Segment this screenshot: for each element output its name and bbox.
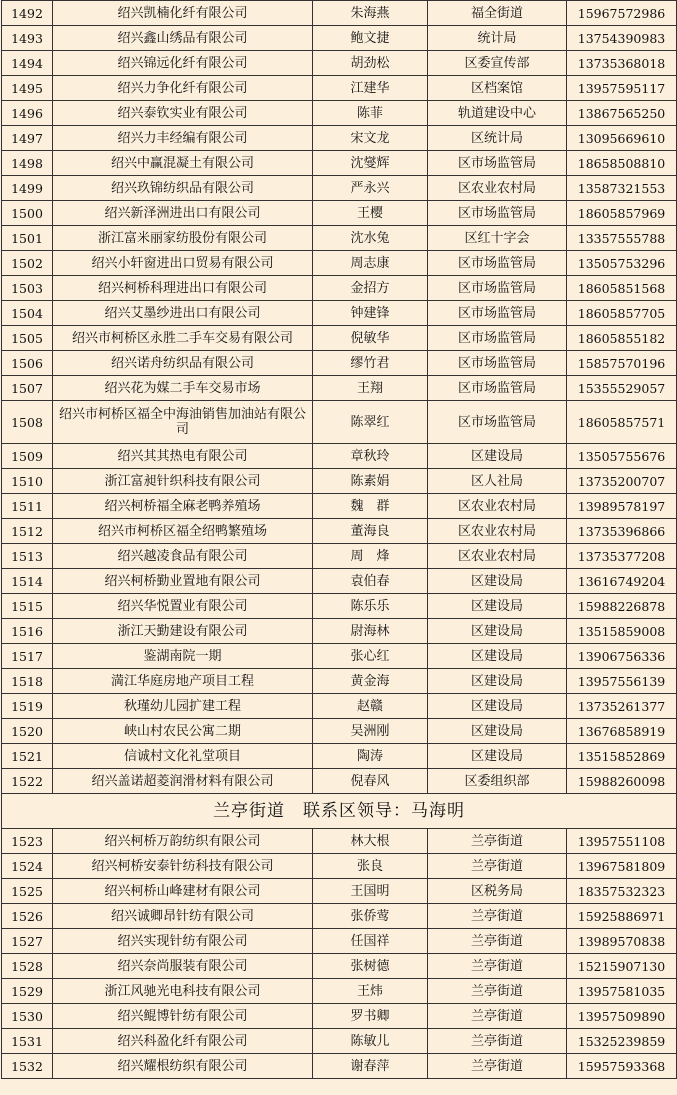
company-name: 绍兴柯桥山峰建材有限公司 bbox=[53, 879, 313, 904]
department: 区建设局 bbox=[428, 719, 567, 744]
row-number: 1509 bbox=[2, 444, 53, 469]
company-name: 绍兴花为媒二手车交易市场 bbox=[53, 376, 313, 401]
row-number: 1530 bbox=[2, 1004, 53, 1029]
phone-number: 13735377208 bbox=[567, 544, 677, 569]
row-number: 1499 bbox=[2, 176, 53, 201]
company-name: 绍兴中赢混凝土有限公司 bbox=[53, 151, 313, 176]
company-name: 绍兴泰钦实业有限公司 bbox=[53, 101, 313, 126]
phone-number: 18605857969 bbox=[567, 201, 677, 226]
table-row bbox=[2, 494, 677, 519]
company-name: 绍兴越凌食品有限公司 bbox=[53, 544, 313, 569]
row-number: 1514 bbox=[2, 569, 53, 594]
company-name: 绍兴新泽洲进出口有限公司 bbox=[53, 201, 313, 226]
department: 区档案馆 bbox=[428, 76, 567, 101]
row-number: 1525 bbox=[2, 879, 53, 904]
phone-number: 15988260098 bbox=[567, 769, 677, 794]
department: 区市场监管局 bbox=[428, 326, 567, 351]
table-row bbox=[2, 744, 677, 769]
department: 兰亭街道 bbox=[428, 1004, 567, 1029]
company-name: 绍兴实现针纺有限公司 bbox=[53, 929, 313, 954]
row-number: 1501 bbox=[2, 226, 53, 251]
table-row bbox=[2, 829, 677, 854]
row-number: 1503 bbox=[2, 276, 53, 301]
contact-person: 江建华 bbox=[313, 76, 428, 101]
table-row bbox=[2, 769, 677, 794]
table-row bbox=[2, 251, 677, 276]
table-row bbox=[2, 879, 677, 904]
contact-person: 任国祥 bbox=[313, 929, 428, 954]
department: 兰亭街道 bbox=[428, 954, 567, 979]
contact-person: 黄金海 bbox=[313, 669, 428, 694]
row-number: 1513 bbox=[2, 544, 53, 569]
department: 区建设局 bbox=[428, 694, 567, 719]
contact-person: 周 烽 bbox=[313, 544, 428, 569]
company-name: 绍兴盖诺超菱润滑材料有限公司 bbox=[53, 769, 313, 794]
contact-person: 赵赣 bbox=[313, 694, 428, 719]
row-number: 1519 bbox=[2, 694, 53, 719]
phone-number: 13957556139 bbox=[567, 669, 677, 694]
contact-person: 陈翠红 bbox=[313, 401, 428, 444]
department: 区市场监管局 bbox=[428, 251, 567, 276]
table-row bbox=[2, 326, 677, 351]
table-row bbox=[2, 519, 677, 544]
row-number: 1512 bbox=[2, 519, 53, 544]
company-name: 绍兴科盈化纤有限公司 bbox=[53, 1029, 313, 1054]
department: 区红十字会 bbox=[428, 226, 567, 251]
department: 兰亭街道 bbox=[428, 929, 567, 954]
company-name: 浙江天勤建设有限公司 bbox=[53, 619, 313, 644]
department: 区统计局 bbox=[428, 126, 567, 151]
company-name: 绍兴耀根纺织有限公司 bbox=[53, 1054, 313, 1079]
row-number: 1505 bbox=[2, 326, 53, 351]
table-row bbox=[2, 444, 677, 469]
table-row bbox=[2, 276, 677, 301]
contact-person: 沈燮辉 bbox=[313, 151, 428, 176]
company-name: 浙江富米丽家纺股份有限公司 bbox=[53, 226, 313, 251]
phone-number: 18605855182 bbox=[567, 326, 677, 351]
table-row bbox=[2, 101, 677, 126]
row-number: 1520 bbox=[2, 719, 53, 744]
row-number: 1492 bbox=[2, 1, 53, 26]
row-number: 1528 bbox=[2, 954, 53, 979]
contact-person: 钟建锋 bbox=[313, 301, 428, 326]
department: 区建设局 bbox=[428, 594, 567, 619]
row-number: 1517 bbox=[2, 644, 53, 669]
row-number: 1515 bbox=[2, 594, 53, 619]
row-number: 1506 bbox=[2, 351, 53, 376]
row-number: 1522 bbox=[2, 769, 53, 794]
row-number: 1494 bbox=[2, 51, 53, 76]
department: 区建设局 bbox=[428, 644, 567, 669]
contact-person: 张树德 bbox=[313, 954, 428, 979]
contact-person: 陈敏儿 bbox=[313, 1029, 428, 1054]
enterprise-contact-table bbox=[1, 0, 677, 1079]
company-name: 绍兴锦远化纤有限公司 bbox=[53, 51, 313, 76]
phone-number: 15957593368 bbox=[567, 1054, 677, 1079]
row-number: 1521 bbox=[2, 744, 53, 769]
table-row bbox=[2, 594, 677, 619]
table-row bbox=[2, 854, 677, 879]
company-name: 绍兴华悦置业有限公司 bbox=[53, 594, 313, 619]
company-name: 绍兴柯桥福全麻老鸭养殖场 bbox=[53, 494, 313, 519]
department: 兰亭街道 bbox=[428, 1054, 567, 1079]
company-name: 绍兴诚卿昂针纺有限公司 bbox=[53, 904, 313, 929]
contact-person: 鲍文捷 bbox=[313, 26, 428, 51]
phone-number: 13906756336 bbox=[567, 644, 677, 669]
row-number: 1495 bbox=[2, 76, 53, 101]
contact-person: 王国明 bbox=[313, 879, 428, 904]
phone-number: 13735261377 bbox=[567, 694, 677, 719]
row-number: 1529 bbox=[2, 979, 53, 1004]
phone-number: 13735200707 bbox=[567, 469, 677, 494]
table-row bbox=[2, 401, 677, 444]
phone-number: 13957509890 bbox=[567, 1004, 677, 1029]
company-name: 绍兴鑫山绣品有限公司 bbox=[53, 26, 313, 51]
table-row bbox=[2, 76, 677, 101]
table-row bbox=[2, 929, 677, 954]
phone-number: 13989578197 bbox=[567, 494, 677, 519]
table-row bbox=[2, 26, 677, 51]
department: 区农业农村局 bbox=[428, 519, 567, 544]
company-name: 绍兴艾墨纱进出口有限公司 bbox=[53, 301, 313, 326]
contact-person: 张心红 bbox=[313, 644, 428, 669]
department: 轨道建设中心 bbox=[428, 101, 567, 126]
phone-number: 13967581809 bbox=[567, 854, 677, 879]
department: 兰亭街道 bbox=[428, 904, 567, 929]
table-row bbox=[2, 376, 677, 401]
contact-person: 罗书卿 bbox=[313, 1004, 428, 1029]
table-row bbox=[2, 719, 677, 744]
phone-number: 15325239859 bbox=[567, 1029, 677, 1054]
table-row bbox=[2, 1004, 677, 1029]
row-number: 1523 bbox=[2, 829, 53, 854]
row-number: 1511 bbox=[2, 494, 53, 519]
department: 区市场监管局 bbox=[428, 376, 567, 401]
contact-person: 胡劲松 bbox=[313, 51, 428, 76]
department: 区农业农村局 bbox=[428, 494, 567, 519]
department: 福全街道 bbox=[428, 1, 567, 26]
company-name: 绍兴市柯桥区福全中海油销售加油站有限公司 bbox=[53, 401, 313, 444]
company-name: 峡山村农民公寓二期 bbox=[53, 719, 313, 744]
row-number: 1507 bbox=[2, 376, 53, 401]
company-name: 绍兴玖锦纺织品有限公司 bbox=[53, 176, 313, 201]
department: 区市场监管局 bbox=[428, 151, 567, 176]
department: 统计局 bbox=[428, 26, 567, 51]
phone-number: 18605857705 bbox=[567, 301, 677, 326]
table-row bbox=[2, 954, 677, 979]
phone-number: 13867565250 bbox=[567, 101, 677, 126]
phone-number: 15215907130 bbox=[567, 954, 677, 979]
department: 区农业农村局 bbox=[428, 176, 567, 201]
table-row bbox=[2, 301, 677, 326]
phone-number: 13515852869 bbox=[567, 744, 677, 769]
company-name: 绍兴柯桥勤业置地有限公司 bbox=[53, 569, 313, 594]
phone-number: 15355529057 bbox=[567, 376, 677, 401]
company-name: 绍兴小轩窗进出口贸易有限公司 bbox=[53, 251, 313, 276]
table-row bbox=[2, 226, 677, 251]
table-body bbox=[2, 1, 677, 1079]
table-row bbox=[2, 351, 677, 376]
contact-person: 魏 群 bbox=[313, 494, 428, 519]
row-number: 1518 bbox=[2, 669, 53, 694]
row-number: 1504 bbox=[2, 301, 53, 326]
phone-number: 13957551108 bbox=[567, 829, 677, 854]
department: 兰亭街道 bbox=[428, 1029, 567, 1054]
company-name: 绍兴柯桥万韵纺织有限公司 bbox=[53, 829, 313, 854]
row-number: 1502 bbox=[2, 251, 53, 276]
phone-number: 13676858919 bbox=[567, 719, 677, 744]
department: 兰亭街道 bbox=[428, 854, 567, 879]
contact-person: 董海良 bbox=[313, 519, 428, 544]
contact-person: 谢春萍 bbox=[313, 1054, 428, 1079]
phone-number: 18658508810 bbox=[567, 151, 677, 176]
phone-number: 13505755676 bbox=[567, 444, 677, 469]
department: 区委宣传部 bbox=[428, 51, 567, 76]
company-name: 绍兴凯楠化纤有限公司 bbox=[53, 1, 313, 26]
contact-person: 陈素娟 bbox=[313, 469, 428, 494]
table-row bbox=[2, 126, 677, 151]
table-row bbox=[2, 151, 677, 176]
company-name: 绍兴诺舟纺织品有限公司 bbox=[53, 351, 313, 376]
phone-number: 13989570838 bbox=[567, 929, 677, 954]
row-number: 1497 bbox=[2, 126, 53, 151]
table-row bbox=[2, 544, 677, 569]
row-number: 1532 bbox=[2, 1054, 53, 1079]
row-number: 1516 bbox=[2, 619, 53, 644]
phone-number: 18605857571 bbox=[567, 401, 677, 444]
contact-person: 金招方 bbox=[313, 276, 428, 301]
row-number: 1524 bbox=[2, 854, 53, 879]
contact-person: 宋文龙 bbox=[313, 126, 428, 151]
company-name: 绍兴市柯桥区永胜二手车交易有限公司 bbox=[53, 326, 313, 351]
row-number: 1500 bbox=[2, 201, 53, 226]
department: 区市场监管局 bbox=[428, 401, 567, 444]
section-header: 兰亭街道 联系区领导：马海明 bbox=[2, 794, 677, 829]
company-name: 绍兴市柯桥区福全绍鸭繁殖场 bbox=[53, 519, 313, 544]
table-row bbox=[2, 619, 677, 644]
company-name: 绍兴柯桥科理进出口有限公司 bbox=[53, 276, 313, 301]
contact-person: 袁伯春 bbox=[313, 569, 428, 594]
phone-number: 13754390983 bbox=[567, 26, 677, 51]
company-name: 绍兴力争化纤有限公司 bbox=[53, 76, 313, 101]
phone-number: 15988226878 bbox=[567, 594, 677, 619]
phone-number: 15857570196 bbox=[567, 351, 677, 376]
row-number: 1508 bbox=[2, 401, 53, 444]
department: 区建设局 bbox=[428, 569, 567, 594]
phone-number: 13515859008 bbox=[567, 619, 677, 644]
department: 区委组织部 bbox=[428, 769, 567, 794]
table-row bbox=[2, 176, 677, 201]
table-row bbox=[2, 644, 677, 669]
phone-number: 13735396866 bbox=[567, 519, 677, 544]
contact-person: 陶涛 bbox=[313, 744, 428, 769]
contact-person: 王翔 bbox=[313, 376, 428, 401]
row-number: 1496 bbox=[2, 101, 53, 126]
phone-number: 13357555788 bbox=[567, 226, 677, 251]
table-row bbox=[2, 201, 677, 226]
row-number: 1526 bbox=[2, 904, 53, 929]
contact-person: 王樱 bbox=[313, 201, 428, 226]
row-number: 1527 bbox=[2, 929, 53, 954]
department: 兰亭街道 bbox=[428, 829, 567, 854]
table-row bbox=[2, 979, 677, 1004]
company-name: 绍兴鲲博针纺有限公司 bbox=[53, 1004, 313, 1029]
table-row bbox=[2, 904, 677, 929]
department: 区建设局 bbox=[428, 444, 567, 469]
contact-person: 缪竹君 bbox=[313, 351, 428, 376]
phone-number: 13505753296 bbox=[567, 251, 677, 276]
department: 兰亭街道 bbox=[428, 979, 567, 1004]
company-name: 浙江富昶针织科技有限公司 bbox=[53, 469, 313, 494]
contact-person: 张侨莺 bbox=[313, 904, 428, 929]
table-row bbox=[2, 694, 677, 719]
department: 区市场监管局 bbox=[428, 201, 567, 226]
contact-person: 朱海燕 bbox=[313, 1, 428, 26]
contact-person: 陈菲 bbox=[313, 101, 428, 126]
phone-number: 13957595117 bbox=[567, 76, 677, 101]
section-header-row bbox=[2, 794, 677, 829]
contact-person: 尉海林 bbox=[313, 619, 428, 644]
company-name: 秋瑾幼儿园扩建工程 bbox=[53, 694, 313, 719]
department: 区税务局 bbox=[428, 879, 567, 904]
row-number: 1510 bbox=[2, 469, 53, 494]
contact-person: 王炜 bbox=[313, 979, 428, 1004]
table-row bbox=[2, 1, 677, 26]
contact-person: 章秋玲 bbox=[313, 444, 428, 469]
phone-number: 15925886971 bbox=[567, 904, 677, 929]
table-row bbox=[2, 669, 677, 694]
phone-number: 13587321553 bbox=[567, 176, 677, 201]
department: 区人社局 bbox=[428, 469, 567, 494]
phone-number: 13616749204 bbox=[567, 569, 677, 594]
contact-person: 陈乐乐 bbox=[313, 594, 428, 619]
table-row bbox=[2, 51, 677, 76]
contact-person: 张良 bbox=[313, 854, 428, 879]
phone-number: 13095669610 bbox=[567, 126, 677, 151]
phone-number: 13735368018 bbox=[567, 51, 677, 76]
company-name: 浙江风驰光电科技有限公司 bbox=[53, 979, 313, 1004]
phone-number: 13957581035 bbox=[567, 979, 677, 1004]
table-row bbox=[2, 569, 677, 594]
row-number: 1498 bbox=[2, 151, 53, 176]
department: 区建设局 bbox=[428, 619, 567, 644]
contact-person: 倪敏华 bbox=[313, 326, 428, 351]
company-name: 満江华庭房地产项目工程 bbox=[53, 669, 313, 694]
department: 区建设局 bbox=[428, 669, 567, 694]
contact-person: 严永兴 bbox=[313, 176, 428, 201]
row-number: 1531 bbox=[2, 1029, 53, 1054]
company-name: 绍兴其其热电有限公司 bbox=[53, 444, 313, 469]
contact-person: 倪春风 bbox=[313, 769, 428, 794]
department: 区市场监管局 bbox=[428, 351, 567, 376]
company-name: 绍兴力丰经编有限公司 bbox=[53, 126, 313, 151]
table-row bbox=[2, 1029, 677, 1054]
phone-number: 18605851568 bbox=[567, 276, 677, 301]
contact-person: 周志康 bbox=[313, 251, 428, 276]
phone-number: 15967572986 bbox=[567, 1, 677, 26]
department: 区市场监管局 bbox=[428, 276, 567, 301]
table-row bbox=[2, 469, 677, 494]
contact-person: 林大根 bbox=[313, 829, 428, 854]
table-row bbox=[2, 1054, 677, 1079]
company-name: 鉴湖南院一期 bbox=[53, 644, 313, 669]
department: 区农业农村局 bbox=[428, 544, 567, 569]
company-name: 绍兴奈尚服装有限公司 bbox=[53, 954, 313, 979]
row-number: 1493 bbox=[2, 26, 53, 51]
department: 区建设局 bbox=[428, 744, 567, 769]
contact-person: 吴洲刚 bbox=[313, 719, 428, 744]
phone-number: 18357532323 bbox=[567, 879, 677, 904]
company-name: 绍兴柯桥安泰针纺科技有限公司 bbox=[53, 854, 313, 879]
company-name: 信诚村文化礼堂项目 bbox=[53, 744, 313, 769]
contact-person: 沈水兔 bbox=[313, 226, 428, 251]
department: 区市场监管局 bbox=[428, 301, 567, 326]
